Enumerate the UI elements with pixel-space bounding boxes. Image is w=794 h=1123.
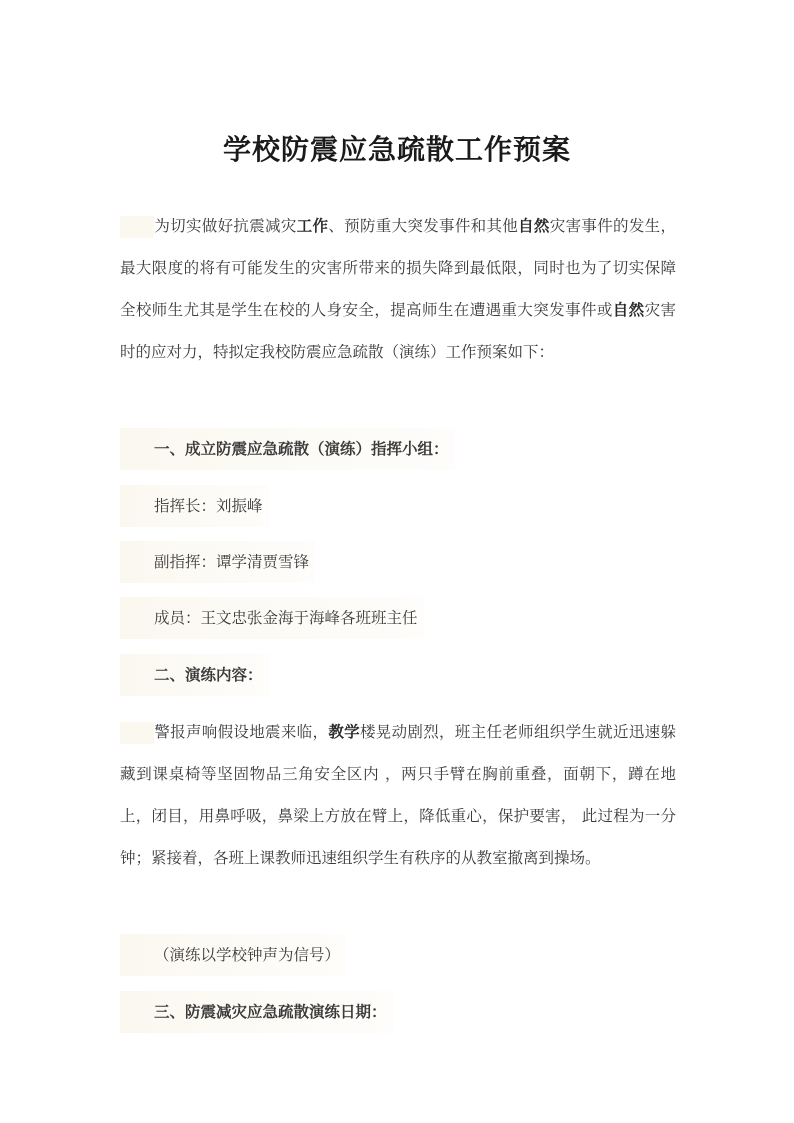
- intro-text-3: 灾害事件的发生，最大限度的将有可能发生的灾害所带来的损失降到最低限，同时也为了切实保障全校师生尤其是学生在校的人身安全，提高师生在遭遇重大突发事件或: [120, 217, 676, 319]
- deputy-text: 副指挥：谭学清贾雪锋: [120, 541, 315, 583]
- intro-bold-1: 工作: [296, 217, 329, 235]
- section1-heading-text: 一、成立防震应急疏散（演练）指挥小组：: [120, 428, 455, 470]
- deputy-line: [120, 541, 676, 583]
- indent-marker: [120, 722, 154, 744]
- section2-text-1: 警报声响假设地震来临，: [154, 723, 329, 741]
- section2-text-2: 楼晃动剧烈，班主任老师组织学生就近迅速躲藏到课桌椅等坚固物品三角安全区内 ，两只手臂在胸前重叠，面朝下，蹲在地上，闭目，用鼻呼吸，鼻梁上方放在臂上，降低重心，保护要害， 此过程为一分钟；紧接着，各班上课教师迅速组织学生有秩序的从教室撤离到操场。: [120, 723, 676, 867]
- section3-heading: [120, 991, 676, 1033]
- indent-marker: [120, 216, 154, 238]
- drill-note-line: [120, 934, 676, 976]
- section3-heading-text: 三、防震减灾应急疏散演练日期：: [120, 991, 393, 1033]
- members-line: [120, 597, 676, 639]
- section2-paragraph: [120, 711, 676, 879]
- drill-note-text: （演练以学校钟声为信号）: [120, 934, 346, 976]
- document-title: 学校防震应急疏散工作预案: [222, 133, 571, 166]
- section2-heading: [120, 654, 676, 696]
- section2-heading-text: 二、演练内容：: [120, 654, 269, 696]
- intro-text-4: 灾害时的应对力，特拟定我校防震应急疏散（演练）工作预案如下：: [120, 301, 676, 361]
- intro-paragraph: [120, 205, 676, 373]
- section1-heading: [120, 428, 676, 470]
- intro-bold-3: 自然: [612, 301, 645, 319]
- members-text: 成员：王文忠张金海于海峰各班班主任: [120, 597, 424, 639]
- intro-text-1: 为切实做好抗震减灾: [154, 217, 297, 235]
- commander-line: [120, 485, 676, 527]
- intro-text-2: 、预防重大突发事件和其他: [328, 217, 519, 235]
- section2-bold-1: 教学: [328, 723, 360, 741]
- commander-text: 指挥长：刘振峰: [120, 485, 269, 527]
- intro-bold-2: 自然: [518, 217, 550, 235]
